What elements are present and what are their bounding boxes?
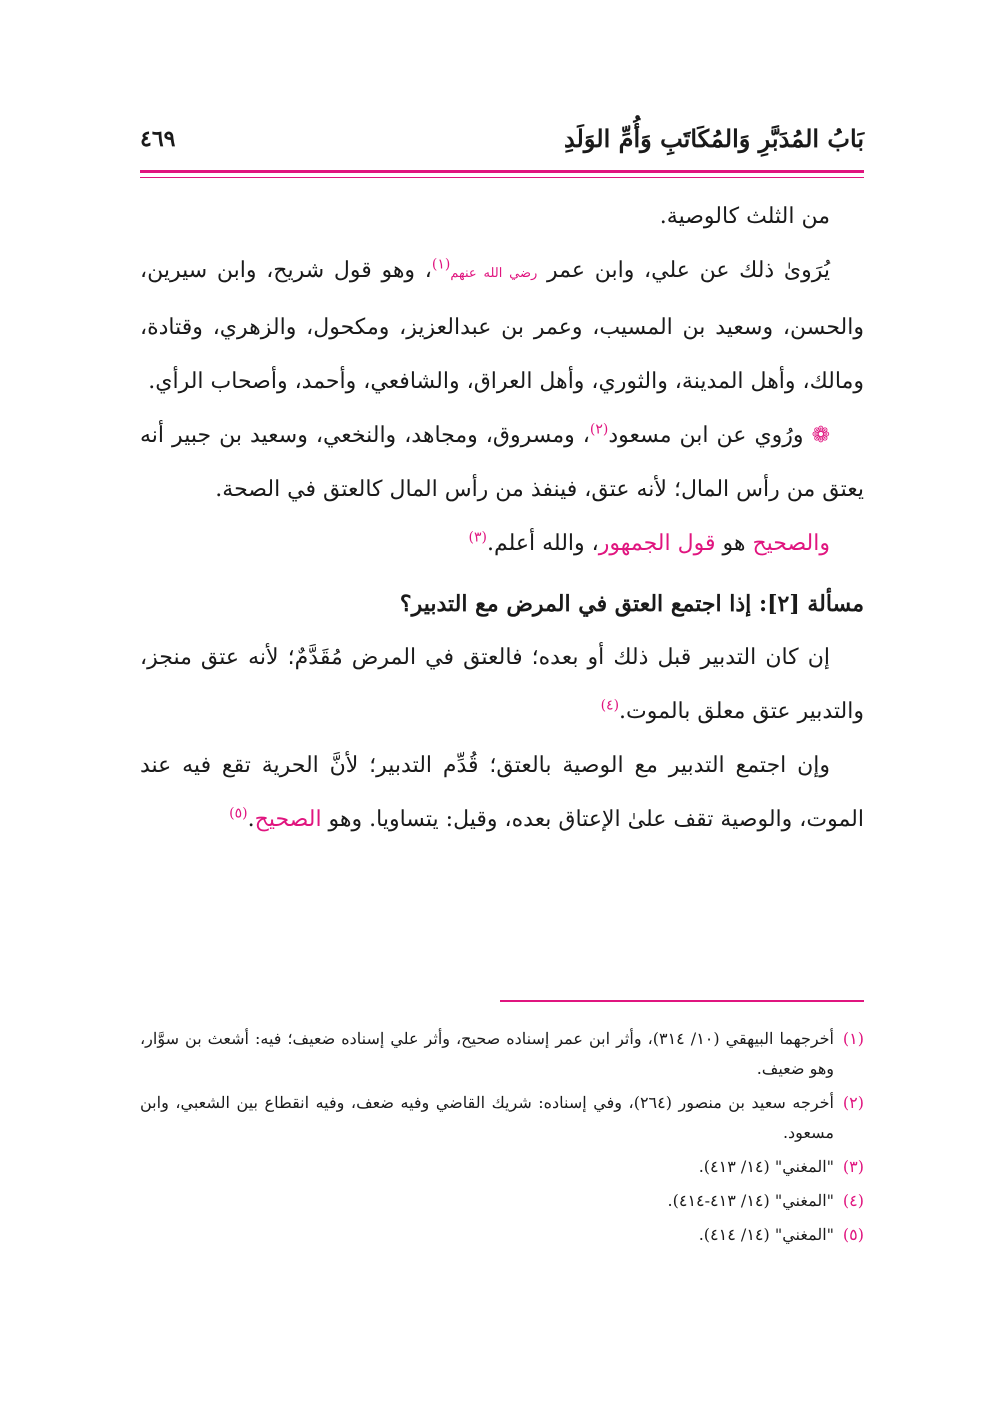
footnote-text: أخرجه سعيد بن منصور (٢٦٤)، وفي إسناده: شريك القاضي وفيه ضعف، وفيه انقطاع بين الشعبي، وابن مسعود. bbox=[140, 1093, 835, 1142]
page-number: ٤٦٩ bbox=[140, 126, 176, 152]
paragraph-1: من الثلث كالوصية. bbox=[659, 204, 830, 229]
paragraph-2-text-b: ، وهو قول شريح، وابن سيرين، والحسن، وسعيد بن المسيب، وعمر بن عبدالعزيز، ومكحول، والزهري، وقتادة، ومالك، وأهل المدينة، والثوري، وأهل العراق، والشافعي، وأحمد، وأصحاب الرأي. bbox=[140, 258, 864, 394]
footnote-number: (٤) bbox=[842, 1191, 864, 1210]
flower-ornament-icon: ❁ bbox=[811, 423, 830, 448]
page-header bbox=[140, 124, 864, 164]
footnote-text: "المغني" (١٤/ ٤١٣). bbox=[698, 1157, 834, 1176]
footnote-text: "المغني" (١٤/ ٤١٣-٤١٤). bbox=[667, 1191, 834, 1210]
footnote-number: (١) bbox=[842, 1029, 864, 1048]
paragraph-5-text: إن كان التدبير قبل ذلك أو بعده؛ فالعتق في المرض مُقَدَّمٌ؛ لأنه عتق منجز، والتدبير عتق معلق بالموت. bbox=[140, 645, 864, 724]
majority-label: قول الجمهور bbox=[598, 531, 716, 556]
footnote-3 bbox=[140, 1152, 864, 1182]
issue-heading: مسألة [٢]: إذا اجتمع العتق في المرض مع التدبير؟ bbox=[399, 591, 864, 617]
paragraph-5 bbox=[140, 631, 864, 739]
footnote-ref-2[interactable]: (٢) bbox=[589, 421, 609, 438]
footnote-text: "المغني" (١٤/ ٤١٤). bbox=[698, 1225, 834, 1244]
footnote-ref-1[interactable]: (١) bbox=[431, 256, 451, 273]
footnote-1 bbox=[140, 1024, 864, 1084]
paragraph-2-text-a: يُرَوىٰ ذلك عن علي، وابن عمر bbox=[537, 258, 831, 283]
footnote-2 bbox=[140, 1088, 864, 1148]
honorific-glyph: رضي الله عنهم bbox=[450, 266, 538, 281]
chapter-title: بَابُ المُدَبَّرِ وَالمُكَاتَبِ وَأُمِّ الوَلَدِ bbox=[563, 124, 864, 153]
footnote-number: (٣) bbox=[842, 1157, 864, 1176]
footnotes bbox=[140, 1024, 864, 1254]
footnote-ref-5[interactable]: (٥) bbox=[229, 805, 248, 822]
footnote-ref-3[interactable]: (٣) bbox=[468, 529, 487, 546]
paragraph-3-text-a: ورُوي عن ابن مسعود bbox=[608, 423, 812, 448]
paragraph-4-mid: هو bbox=[715, 531, 753, 556]
footnote-number: (٢) bbox=[842, 1093, 864, 1112]
paragraph-3-text-b: ، ومسروق، ومجاهد، والنخعي، وسعيد بن جبير أنه يعتق من رأس المال؛ لأنه عتق، فينفذ من رأس المال كالعتق في الصحة. bbox=[140, 423, 864, 502]
footnote-ref-4[interactable]: (٤) bbox=[600, 697, 620, 714]
paragraph-6-text: وإن اجتمع التدبير مع الوصية بالعتق؛ قُدِّم التدبير؛ لأنَّ الحرية تقع فيه عند الموت، والوصية تقف علىٰ الإعتاق بعده، وقيل: يتساويا. وهو bbox=[140, 753, 864, 832]
main-text bbox=[140, 190, 864, 847]
footnote-4 bbox=[140, 1186, 864, 1216]
footnote-5 bbox=[140, 1220, 864, 1250]
correct-label-2: الصحيح bbox=[254, 807, 322, 832]
footnote-text: أخرجهما البيهقي (١٠/ ٣١٤)، وأثر ابن عمر إسناده صحيح، وأثر علي إسناده ضعيف؛ فيه: أشعث بن سوَّار، وهو ضعيف. bbox=[140, 1029, 834, 1078]
paragraph-4 bbox=[140, 517, 864, 571]
paragraph-2 bbox=[140, 244, 864, 409]
paragraph-6 bbox=[140, 739, 864, 847]
header-rule-thick bbox=[140, 170, 864, 173]
header-rule-thin bbox=[140, 177, 864, 178]
paragraph-3 bbox=[140, 409, 864, 517]
footnote-number: (٥) bbox=[842, 1225, 864, 1244]
footnote-separator bbox=[500, 1000, 864, 1002]
correct-label: والصحيح bbox=[752, 531, 830, 556]
paragraph-6-end: . bbox=[247, 807, 255, 832]
paragraph-4-end: ، والله أعلم. bbox=[486, 531, 599, 556]
